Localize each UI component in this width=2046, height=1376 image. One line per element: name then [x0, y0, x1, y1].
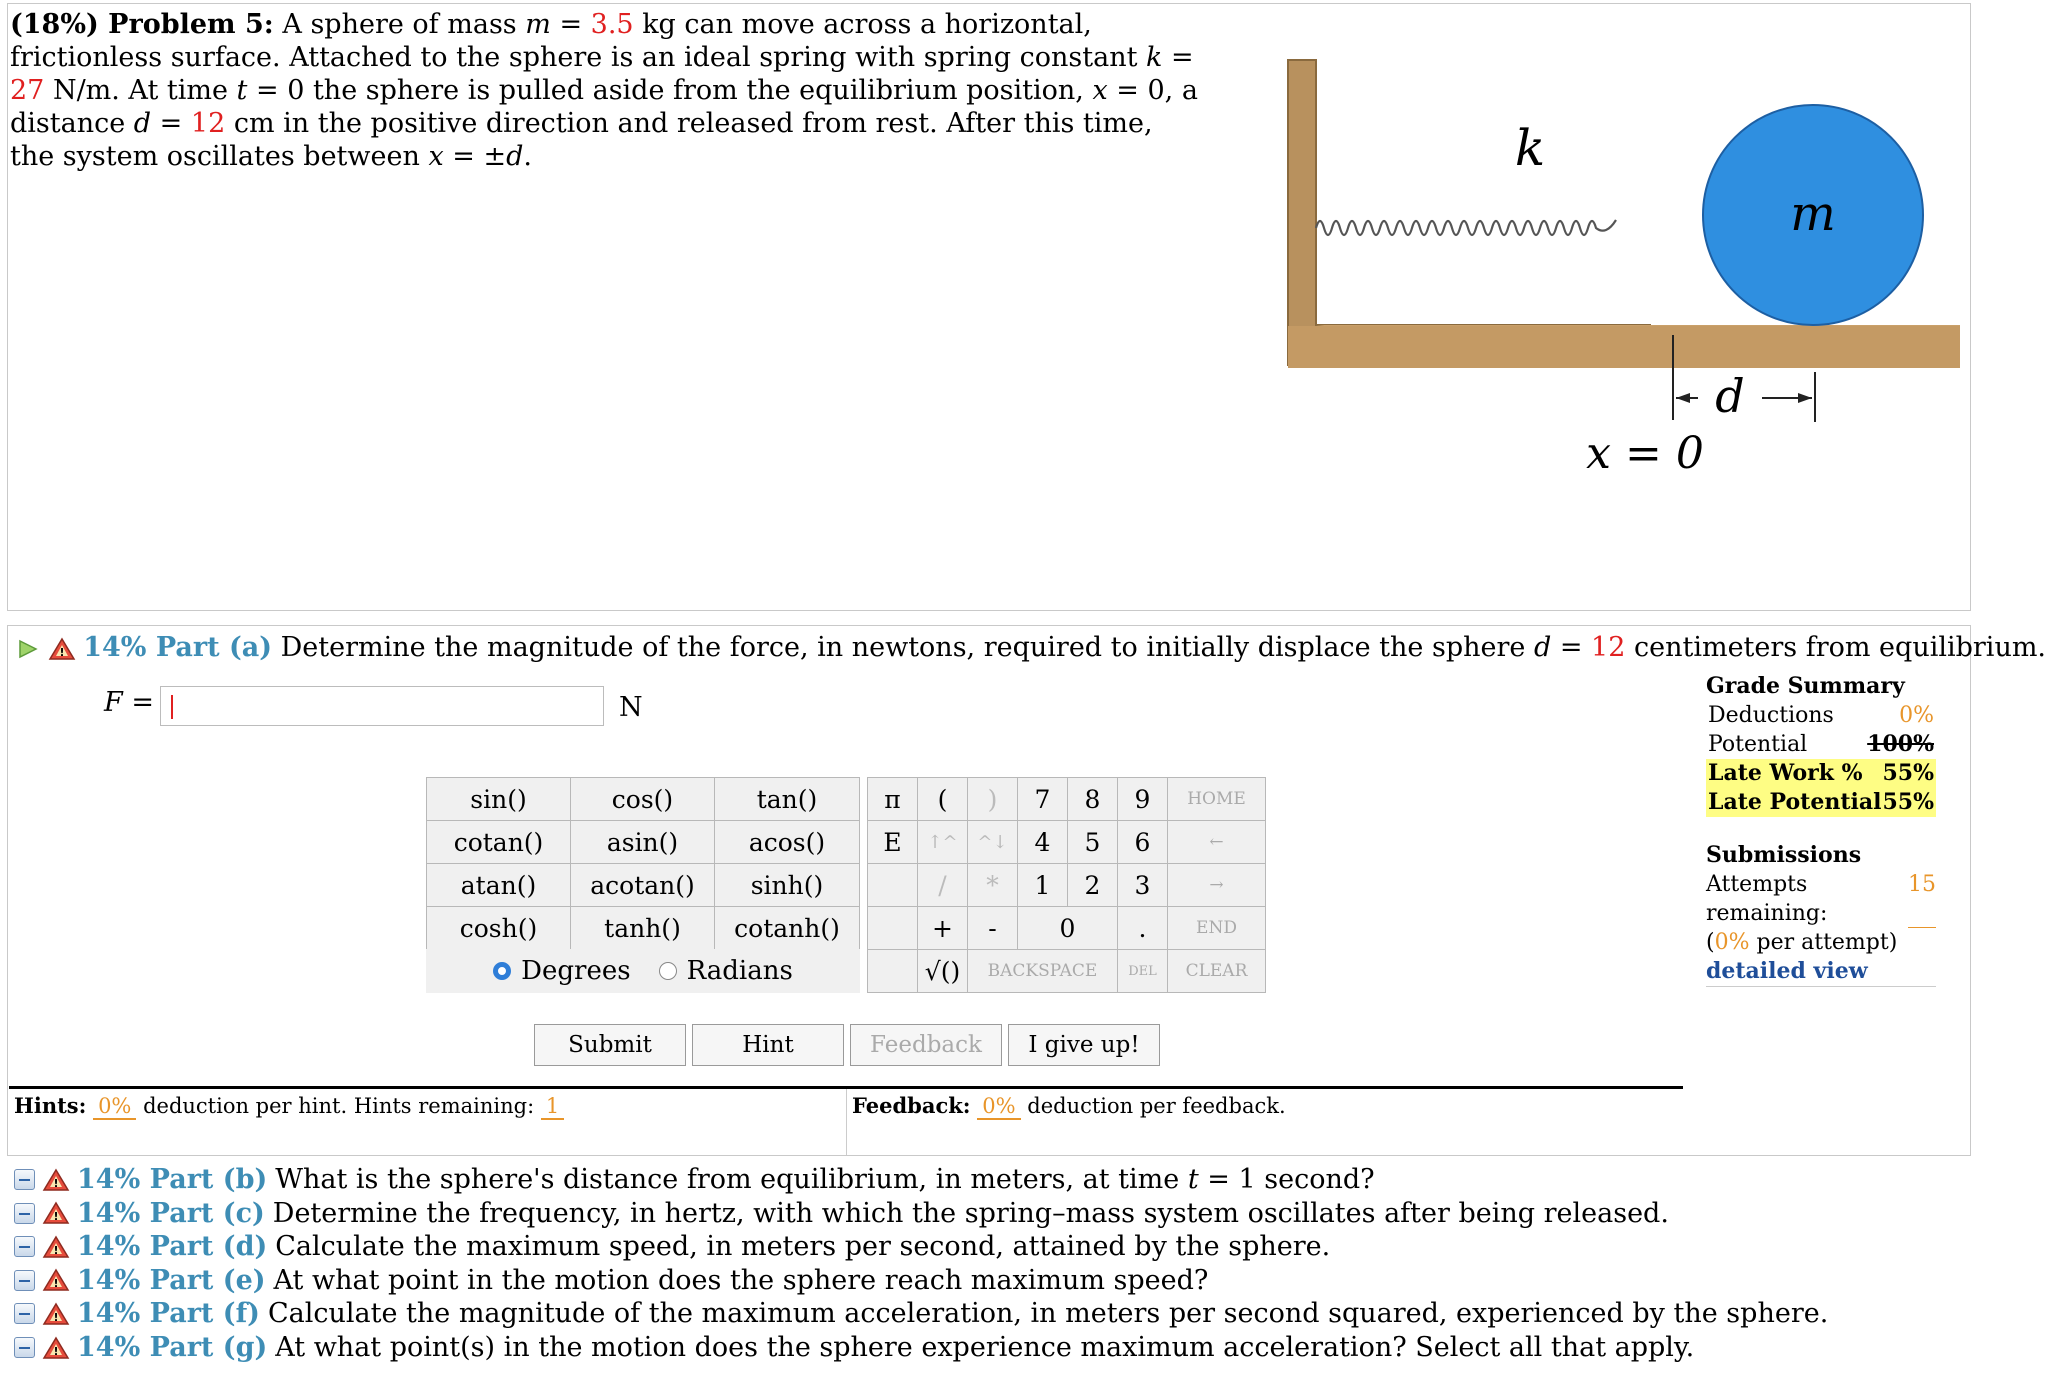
- radians-radio[interactable]: [659, 962, 677, 980]
- part-a-mid: =: [1551, 632, 1592, 663]
- svg-text:!: !: [53, 1210, 59, 1224]
- digit-8-button[interactable]: 8: [1067, 777, 1118, 821]
- sin-button[interactable]: sin(): [426, 777, 571, 821]
- grade-summary-title: Grade Summary: [1706, 673, 1905, 699]
- part-question: Determine the frequency, in hertz, with which the spring–mass system oscillates after being released.: [272, 1197, 1669, 1229]
- part-a-percent: 14% Part (a): [83, 632, 273, 663]
- digit-2-button[interactable]: 2: [1067, 863, 1118, 907]
- part-question: At what point in the motion does the sphere reach maximum speed?: [273, 1264, 1209, 1296]
- hint-deduction: 0%: [93, 1094, 136, 1120]
- end-button[interactable]: END: [1167, 906, 1266, 950]
- calculator-keypad: [426, 777, 1266, 993]
- part-row[interactable]: [14, 1332, 1694, 1363]
- cotan-button[interactable]: cotan(): [426, 820, 571, 864]
- spring-label: k: [1514, 119, 1546, 177]
- potential-row: Potential 100%: [1708, 731, 1934, 757]
- cos-button[interactable]: cos(): [570, 777, 715, 821]
- pi-button[interactable]: π: [867, 777, 918, 821]
- problem-statement: [10, 8, 1200, 173]
- part-question: What is the sphere's distance from equilibrium, in meters, at time t = 1 second?: [275, 1164, 1375, 1195]
- svg-text:!: !: [59, 645, 65, 659]
- part-a-header: [16, 632, 2046, 663]
- digit-6-button[interactable]: 6: [1117, 820, 1168, 864]
- sinh-button[interactable]: sinh(): [714, 863, 860, 907]
- acos-button[interactable]: acos(): [714, 820, 860, 864]
- svg-text:!: !: [53, 1277, 59, 1291]
- part-question: Calculate the magnitude of the maximum acceleration, in meters per second squared, experienced by the sphere.: [267, 1298, 1829, 1330]
- feedback-text: deduction per feedback.: [1027, 1094, 1286, 1118]
- grade-summary: [1706, 672, 1936, 987]
- degrees-radio[interactable]: [493, 962, 511, 980]
- give-up-button[interactable]: I give up!: [1008, 1024, 1160, 1066]
- digit-3-button[interactable]: 3: [1117, 863, 1168, 907]
- deductions-row: Deductions 0%: [1708, 703, 1934, 728]
- open-paren-button[interactable]: (: [917, 777, 968, 821]
- warning-icon: [43, 1302, 69, 1326]
- hints-label: Hints:: [14, 1093, 87, 1118]
- blank-key: [867, 949, 918, 993]
- degrees-label: Degrees: [521, 956, 631, 986]
- plus-button[interactable]: +: [917, 906, 968, 950]
- expand-icon[interactable]: [14, 1270, 35, 1291]
- submissions-title: Submissions: [1706, 842, 1862, 868]
- acotan-button[interactable]: acotan(): [570, 863, 715, 907]
- wall-and-floor: [1288, 60, 1650, 365]
- problem-body: A sphere of mass m = 3.5 kg can move across a horizontal, frictionless surface. Attached to the sphere is an ideal spring with spring constant k = 27 N/m. At time t = 0 the sphere is pulled aside from the equilibrium position, x = 0, a distance d = 12 cm in the positive direction and released from rest. After this time, the system oscillates between x = ±d.: [10, 9, 1198, 172]
- e-button[interactable]: E: [867, 820, 918, 864]
- digit-5-button[interactable]: 5: [1067, 820, 1118, 864]
- mass-label: m: [1790, 186, 1836, 242]
- digit-9-button[interactable]: 9: [1117, 777, 1168, 821]
- radians-label: Radians: [686, 956, 793, 986]
- part-percent: 14% Part (f): [77, 1298, 260, 1330]
- distance-label: d: [1715, 369, 1745, 423]
- digit-7-button[interactable]: 7: [1017, 777, 1068, 821]
- svg-text:!: !: [53, 1310, 59, 1324]
- svg-text:!: !: [53, 1344, 59, 1358]
- warning-icon: [43, 1201, 69, 1225]
- atan-button[interactable]: atan(): [426, 863, 571, 907]
- part-percent: 14% Part (g): [77, 1332, 268, 1363]
- backspace-button[interactable]: BACKSPACE: [967, 949, 1118, 993]
- hints-text: deduction per hint. Hints remaining:: [143, 1094, 535, 1118]
- part-percent: 14% Part (c): [77, 1197, 265, 1229]
- feedback-deduction: 0%: [977, 1094, 1020, 1120]
- cursor-left-button[interactable]: ←: [1167, 820, 1266, 864]
- part-a-var: d: [1533, 632, 1552, 663]
- late-work-row: Late Work % 55%: [1708, 760, 1934, 786]
- hint-button[interactable]: Hint: [692, 1024, 844, 1066]
- cotanh-button[interactable]: cotanh(): [714, 906, 860, 950]
- clear-button[interactable]: CLEAR: [1167, 949, 1266, 993]
- cosh-button[interactable]: cosh(): [426, 906, 571, 950]
- hints-info: [14, 1093, 564, 1118]
- blank-key: [867, 906, 918, 950]
- divider: [846, 1089, 847, 1155]
- part-question: Calculate the maximum speed, in meters per second, attained by the sphere.: [275, 1231, 1331, 1263]
- answer-input[interactable]: [160, 686, 604, 726]
- text-caret: [171, 695, 173, 719]
- floor: [1288, 326, 1960, 368]
- up-button[interactable]: ↑^: [917, 820, 968, 864]
- expand-icon[interactable]: [14, 1169, 35, 1190]
- part-row[interactable]: [14, 1265, 1208, 1296]
- digit-0-button[interactable]: 0: [1017, 906, 1118, 950]
- answer-label: F =: [104, 687, 154, 718]
- sqrt-button[interactable]: √(): [917, 949, 968, 993]
- submit-button[interactable]: Submit: [534, 1024, 686, 1066]
- angle-mode-row: [426, 949, 860, 993]
- part-a-suffix: centimeters from equilibrium.: [1625, 632, 2046, 663]
- minus-button[interactable]: -: [967, 906, 1018, 950]
- divide-button[interactable]: /: [917, 863, 968, 907]
- part-question: At what point(s) in the motion does the sphere experience maximum acceleration? Select all that apply.: [275, 1332, 1695, 1363]
- attempts-row: Attempts remaining: 15: [1706, 872, 1936, 926]
- expand-icon[interactable]: [14, 1303, 35, 1324]
- tanh-button[interactable]: tanh(): [570, 906, 715, 950]
- digit-4-button[interactable]: 4: [1017, 820, 1068, 864]
- problem-header: (18%) Problem 5:: [10, 9, 274, 40]
- part-percent: 14% Part (d): [77, 1231, 268, 1263]
- part-a-value: 12: [1591, 632, 1626, 663]
- origin-label: x = 0: [1586, 428, 1704, 479]
- cursor-right-button[interactable]: →: [1167, 863, 1266, 907]
- spring: [1316, 220, 1616, 235]
- detailed-view-link[interactable]: detailed view: [1706, 957, 1936, 987]
- spring-mass-figure: [1280, 50, 1960, 480]
- digit-1-button[interactable]: 1: [1017, 863, 1068, 907]
- home-button[interactable]: HOME: [1167, 777, 1266, 821]
- warning-icon: [43, 1168, 69, 1192]
- warning-icon: [43, 1268, 69, 1292]
- unit-label: N: [619, 692, 643, 723]
- decimal-button[interactable]: .: [1117, 906, 1168, 950]
- feedback-label: Feedback:: [852, 1093, 971, 1118]
- svg-text:!: !: [53, 1243, 59, 1257]
- per-attempt-row: (0% per attempt): [1706, 930, 1898, 955]
- part-row[interactable]: [14, 1164, 1375, 1195]
- close-paren-button[interactable]: ): [967, 777, 1018, 821]
- del-button[interactable]: DEL: [1117, 949, 1168, 993]
- expand-icon[interactable]: [14, 1337, 35, 1358]
- svg-text:!: !: [53, 1176, 59, 1190]
- late-potential-row: Late Potential 55%: [1708, 789, 1934, 815]
- part-percent: 14% Part (e): [77, 1264, 266, 1296]
- expand-icon[interactable]: [14, 1203, 35, 1224]
- feedback-info: [852, 1093, 1286, 1118]
- down-button[interactable]: ^↓: [967, 820, 1018, 864]
- hints-remaining: 1: [541, 1094, 564, 1120]
- warning-icon: [43, 1235, 69, 1259]
- expand-icon[interactable]: [14, 1236, 35, 1257]
- play-arrow-icon[interactable]: [16, 637, 40, 661]
- warning-icon: [49, 637, 75, 661]
- multiply-button[interactable]: *: [967, 863, 1018, 907]
- asin-button[interactable]: asin(): [570, 820, 715, 864]
- part-percent: 14% Part (b): [77, 1164, 268, 1195]
- blank-key: [867, 863, 918, 907]
- part-row[interactable]: [14, 1198, 1669, 1229]
- tan-button[interactable]: tan(): [714, 777, 860, 821]
- part-row[interactable]: [14, 1298, 1828, 1329]
- feedback-button[interactable]: Feedback: [850, 1024, 1002, 1066]
- warning-icon: [43, 1336, 69, 1360]
- part-a-prefix: Determine the magnitude of the force, in newtons, required to initially displace the sphere: [280, 632, 1534, 663]
- part-row[interactable]: [14, 1231, 1330, 1262]
